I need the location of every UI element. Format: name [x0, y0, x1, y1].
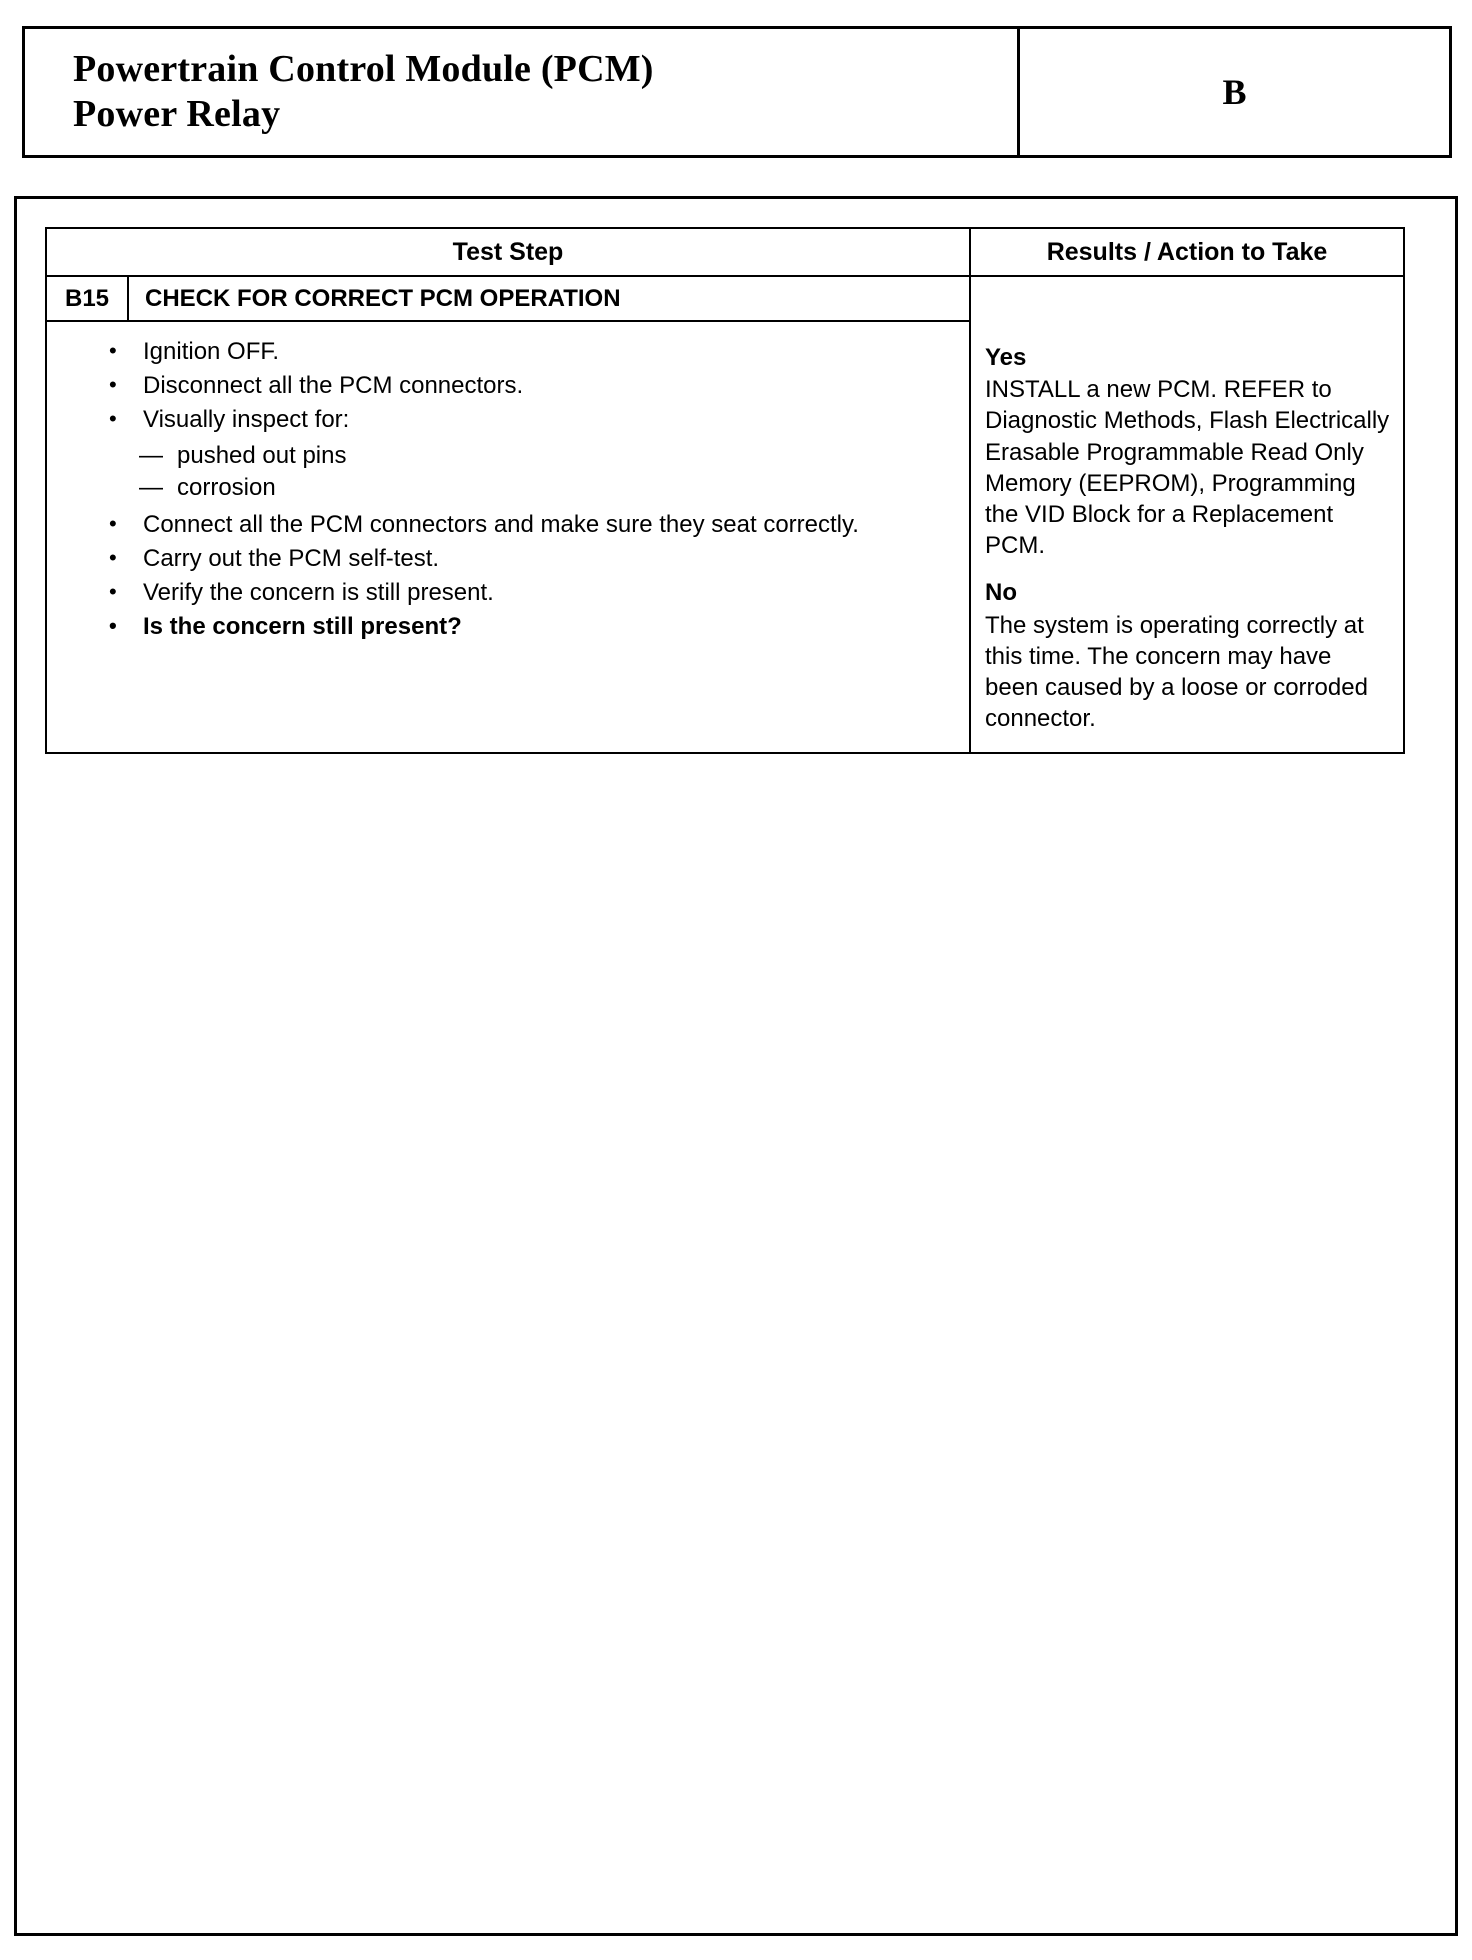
list-item — [65, 336, 951, 368]
dash-icon: — — [139, 441, 163, 469]
list-item-label: Is the concern still present? — [143, 612, 462, 640]
test-step-sublist — [65, 440, 951, 505]
step-id: B15 — [47, 277, 129, 320]
column-header-test-step: Test Step — [47, 229, 971, 275]
list-item-label: Verify the concern is still present. — [143, 578, 494, 606]
content-frame — [14, 196, 1458, 1936]
list-item-label: Ignition OFF. — [143, 338, 280, 365]
table-step-title-row — [47, 277, 1403, 322]
section-letter: B — [1222, 72, 1247, 112]
list-item-question — [65, 611, 951, 643]
list-item-label: pushed out pins — [177, 441, 347, 469]
results-cell-spacer — [971, 277, 1403, 322]
page-title — [73, 47, 654, 137]
column-header-results: Results / Action to Take — [1046, 238, 1328, 266]
result-text-yes: INSTALL a new PCM. REFER to Diagnostic Methods, Flash Electrically Erasable Programmable Read Only Memory (EEPROM), Programming the VID Block for a Replacement PCM. — [985, 376, 1390, 560]
bullet-icon: • — [109, 338, 117, 363]
list-item — [65, 577, 951, 609]
table-body-row — [47, 322, 1403, 752]
page-header — [22, 26, 1452, 158]
step-title-cell — [47, 277, 971, 322]
page-title-line-1: Powertrain Control Module (PCM) — [73, 48, 654, 90]
test-step-content — [47, 322, 971, 752]
dash-icon: — — [139, 474, 163, 502]
list-item — [65, 543, 951, 575]
bullet-icon: • — [109, 510, 117, 536]
list-item — [65, 472, 951, 505]
list-item-label: Carry out the PCM self-test. — [143, 544, 440, 572]
diagnostic-table — [45, 227, 1405, 754]
test-step-list — [65, 336, 951, 436]
list-item — [65, 404, 951, 436]
list-item-label: Connect all the PCM connectors and make sure they seat correctly. — [143, 510, 859, 538]
list-item — [65, 440, 951, 473]
section-letter-cell — [1020, 29, 1449, 155]
page-title-line-2: Power Relay — [73, 92, 281, 135]
bullet-icon: • — [109, 612, 117, 638]
table-header-row — [47, 229, 1403, 277]
results-action-content — [971, 322, 1403, 752]
test-step-list-continued — [65, 509, 951, 643]
list-item-label: Visually inspect for: — [143, 405, 350, 433]
list-item — [65, 509, 951, 541]
bullet-icon: • — [109, 405, 117, 431]
step-title: CHECK FOR CORRECT PCM OPERATION — [145, 285, 621, 312]
bullet-icon: • — [109, 578, 117, 604]
header-title-cell — [25, 29, 1020, 155]
result-text-no: The system is operating correctly at this time. The concern may have been caused by a loose or corroded connector. — [985, 611, 1368, 733]
list-item-label: corrosion — [177, 474, 276, 502]
list-item — [65, 370, 951, 402]
result-label-no: No — [985, 579, 1017, 607]
result-label-yes: Yes — [985, 344, 1027, 371]
list-item-label: Disconnect all the PCM connectors. — [143, 371, 524, 399]
bullet-icon: • — [109, 544, 117, 570]
bullet-icon: • — [109, 371, 117, 397]
